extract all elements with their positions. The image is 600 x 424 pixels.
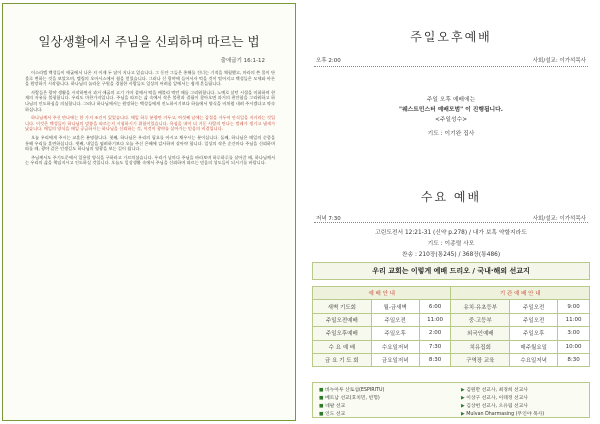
cell: 8:30 <box>558 353 590 366</box>
cell: 구역장 교육 <box>451 353 510 366</box>
cell: 치유집회 <box>451 340 510 353</box>
arrow-icon: ▶ <box>461 388 467 393</box>
mission-item: ■ 베트남 선교(호치민, 빈헝) <box>319 396 380 401</box>
afternoon-service-title: 주일오후예배 <box>410 30 492 44</box>
worship-info-panel <box>304 0 598 424</box>
arrow-icon: ▶ <box>461 404 467 409</box>
cell: 주일오후 <box>510 327 558 340</box>
cell: 매주월요일 <box>510 340 558 353</box>
afternoon-time: 오후 2:00 <box>316 58 341 64</box>
cell: 주일오전 <box>510 313 558 326</box>
cell: 11:00 <box>558 313 590 326</box>
sermon-paragraph: 사람들은 광야 생활을 시작하면서 과거 애굽의 고기 가마 곁에서 떡을 배불리 먹던 때를 그리워합니다. 노예로 살던 시절을 미화하며 현재의 자유를 불평합니다. 우리도 마찬가지입니다. 주님을 따르는 삶 속에서 작은 불편과 결핍이 찾아오면 과거의 편안함을 그리워하고 하나님의 인도하심을 의심합니다. 그러나 하나님께서는 원망하는 백성들에게 진노하시기보다 하늘에서 양식을 비처럼 내려 주시겠다고 약속하십니다. <box>25 89 275 112</box>
cell: 중·고등부 <box>451 313 510 326</box>
cell: 11:00 <box>419 313 451 326</box>
arrow-icon: ▶ <box>461 412 467 417</box>
sermon-body <box>25 70 275 169</box>
missions-box <box>312 382 590 418</box>
bullet-icon: ■ <box>319 388 326 393</box>
cell: 수 요 예 배 <box>313 340 372 353</box>
wednesday-service-title: 수요 예배 <box>420 190 482 204</box>
mission-missionary: ▶ Mulvan Dharmasing (무인야 목사) <box>461 412 545 417</box>
afternoon-leader: 사회/설교: 이가석목사 <box>532 58 586 64</box>
wednesday-hymn: 찬송 : 210장(통245) / 368장(통486) <box>401 252 501 258</box>
cell: 7:30 <box>419 340 451 353</box>
cell: 10:00 <box>558 340 590 353</box>
cell: 주일오전 <box>371 313 419 326</box>
sermon-panel <box>2 3 296 421</box>
bullet-icon: ■ <box>319 404 326 409</box>
afternoon-notice-3: <주일성수> <box>434 117 468 123</box>
cell: 3:00 <box>558 327 590 340</box>
mission-item: ■ 인도 선교 <box>319 412 346 417</box>
schedule-header: 기 관 예 배 안 내 <box>451 287 590 300</box>
cell: 외국인예배 <box>451 327 510 340</box>
cell: 주일오전 <box>510 300 558 313</box>
schedule-table <box>312 286 590 367</box>
mission-missionary: ▶ 김원만 선교사, 최경희 선교사 <box>461 388 528 393</box>
bullet-icon: ■ <box>319 396 326 401</box>
wednesday-time: 저녁 7:30 <box>316 216 341 222</box>
mission-item: ■ 네팔 선교 <box>319 404 346 409</box>
sermon-paragraph: 오늘 우리에게 주시는 교훈은 분명합니다. 첫째, 하나님은 우리의 필요를 아시고 채우시는 분이십니다. 둘째, 하나님은 매일의 순종을 통해 우리를 훈련하십니다. 셋째, 내일을 염려하기보다 오늘 주신 은혜에 감사하며 살아야 합니다. 일상의 작은 순간마다 주님을 신뢰하며 따를 때, 광야 같은 인생길도 하나님의 영광을 보는 길이 됩니다. <box>25 134 275 152</box>
sermon-paragraph: 이스라엘 백성들이 애굽에서 나온 지 이제 두 달이 지나고 있습니다. 그 동안 그들은 홍해를 건너는 기적을 체험했고, 마라의 쓴 물이 단 물로 변하는 것을 보았으며, 엘림의 오아시스에서 쉼을 얻었습니다. 그러나 신 광야에 들어서자 먹을 것이 떨어지고 백성들은 모세와 아론을 원망하기 시작합니다. 하나님의 놀라운 구원을 경험한 사람들도 일상의 어려움 앞에서는 쉽게 흔들립니다. <box>25 70 275 87</box>
afternoon-notice-2: "웨스트민스터 예배모범" 이 진행됩니다. <box>399 107 503 113</box>
cell: 2:00 <box>419 327 451 340</box>
afternoon-notice-1: 주일 오후 예배에는 <box>426 97 476 103</box>
wednesday-leader: 사회/설교: 이가석목사 <box>532 216 586 222</box>
cell: 수요일저녁 <box>371 340 419 353</box>
afternoon-prayer: 기도 : 이기완 집사 <box>427 131 475 137</box>
table-row <box>313 313 590 326</box>
table-row <box>313 300 590 313</box>
wednesday-prayer: 기도 : 이종렬 사모 <box>427 241 475 247</box>
sermon-paragraph: 주님께서도 주기도문에서 일용할 양식을 구하라고 가르치셨습니다. 우리가 날마다 주님을 바라보며 하루하루를 살아갈 때, 하나님께서는 우리의 삶을 책임지시고 인도하실 것입니다. 오늘도 일상생활 속에서 주님을 신뢰하며 따르는 믿음의 성도들이 되시기를 바랍니다. <box>25 154 275 166</box>
mission-item: ■ 바누아투 산토섬(ESPIRITU) <box>319 388 385 393</box>
schedule-header: 예 배 안 내 <box>313 287 451 300</box>
mission-missionary: ▶ 이상구 선교사, 이태정 선교사 <box>461 396 528 401</box>
cell: 월-금새벽 <box>371 300 419 313</box>
cell: 금 요 기 도 회 <box>313 353 372 366</box>
divider <box>314 66 588 67</box>
cell: 주일오전예배 <box>313 313 372 326</box>
cell: 유치·유초등부 <box>451 300 510 313</box>
arrow-icon: ▶ <box>461 396 467 401</box>
sermon-reference: 출애굽기 16:1-12 <box>220 58 265 64</box>
cell: 9:00 <box>558 300 590 313</box>
table-row <box>313 353 590 366</box>
cell: 수요일저녁 <box>510 353 558 366</box>
table-row <box>313 327 590 340</box>
cell: 금요일저녁 <box>371 353 419 366</box>
bullet-icon: ■ <box>319 412 326 417</box>
cell: 8:30 <box>419 353 451 366</box>
wednesday-scripture: 고린도전서 12:21-31 (신약 p.278) / 내가 보혹 약할지라도 <box>375 230 527 236</box>
cell: 새벽 기도회 <box>313 300 372 313</box>
divider <box>314 222 588 223</box>
cell: 6:00 <box>419 300 451 313</box>
cell: 주일오후예배 <box>313 327 372 340</box>
sermon-paragraph: 하나님께서 주신 만나에는 한 가지 조건이 있었습니다. 매일 하루 분량만 거두고, 여섯째 날에는 갑절을 거두어 안식일을 지키라는 것입니다. 이것은 백성들이 하나님의 말씀을 따르는지 시험하시기 위함이었습니다. 욕심을 내어 더 거둔 사람의 만나는 벌레가 생기고 냄새가 났습니다. 매일의 양식을 매일 공급하시는 하나님을 신뢰하는 것, 이것이 광야를 살아가는 믿음의 비결입니다. <box>25 115 275 132</box>
cell: 주일오후 <box>371 327 419 340</box>
table-row <box>313 340 590 353</box>
sermon-title: 일상생활에서 주님을 신뢰하며 따르는 법 <box>38 34 260 49</box>
worship-banner: 우리 교회는 이렇게 예배 드리오 / 국내·해외 선교지 <box>312 262 590 280</box>
mission-missionary: ▶ 김상헌 선교사, 오유림 선교사 <box>461 404 528 409</box>
